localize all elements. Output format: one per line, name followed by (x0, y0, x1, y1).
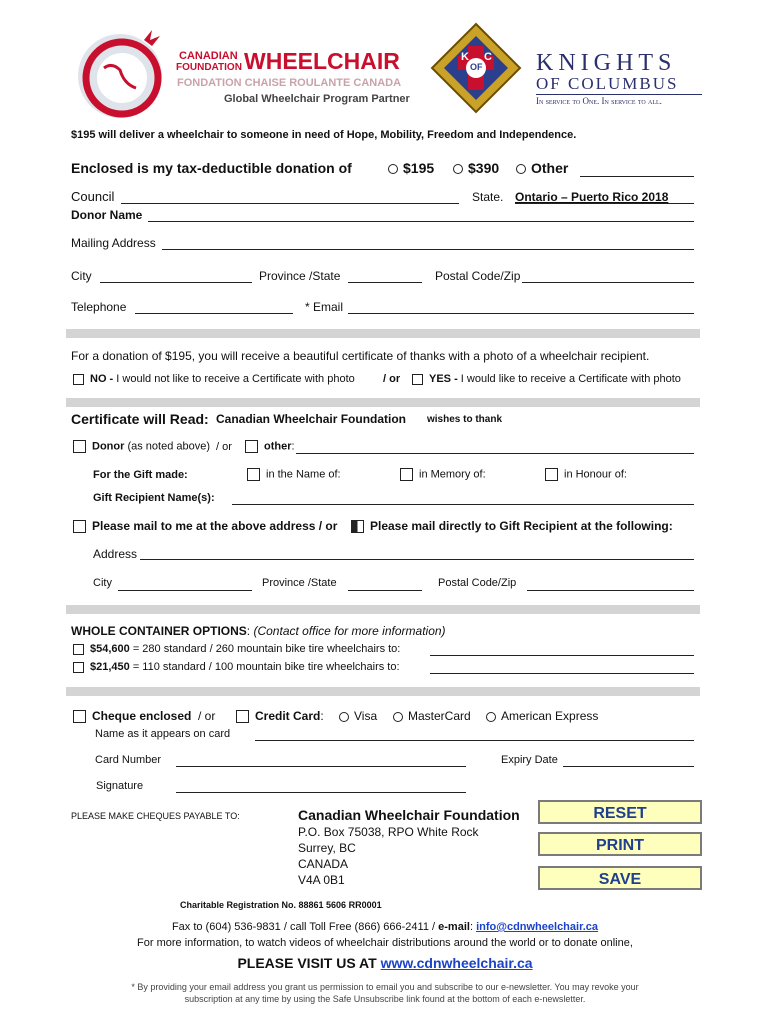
visa-label: Visa (354, 709, 378, 723)
province-field[interactable] (348, 282, 422, 283)
section-divider (66, 605, 700, 614)
credit-card-colon: : (320, 709, 324, 723)
checkbox-icon (73, 520, 86, 533)
gift-made-label: For the Gift made: (93, 469, 188, 481)
signature-field[interactable] (176, 792, 466, 793)
council-label: Council (71, 189, 115, 204)
container-opt1-text: = 280 standard / 260 mountain bike tire wheelchairs to: (132, 643, 401, 655)
kofc-badge-of: OF (470, 62, 483, 72)
name-on-card-field[interactable] (255, 740, 694, 741)
recipient-city-label: City (93, 577, 112, 589)
radio-icon (453, 164, 463, 174)
payee-address-2: Surrey, BC (298, 841, 356, 855)
certificate-read-org: Canadian Wheelchair Foundation (216, 412, 407, 426)
recipient-postal-label: Postal Code/Zip (438, 577, 517, 589)
recipient-address-label: Address (93, 547, 138, 561)
yes-text: I would like to receive a Certificate with photo (460, 373, 681, 385)
mail-recipient-option[interactable] (351, 519, 673, 533)
gift-recipient-label: Gift Recipient Name(s): (93, 492, 215, 504)
container-opt2-field[interactable] (430, 673, 694, 674)
state-value[interactable]: Ontario – Puerto Rico 2018 (515, 190, 669, 204)
certificate-intro: For a donation of $195, you will receive a beautiful certificate of thanks with a photo of a wheelchair recipient. (71, 349, 650, 363)
cwf-name-small-2: FOUNDATION (176, 62, 242, 73)
donor-bold: Donor (92, 440, 125, 453)
in-memory-label: in Memory of: (419, 468, 486, 481)
checkbox-icon (73, 440, 86, 453)
email-field[interactable] (348, 313, 694, 314)
section-divider (66, 687, 700, 696)
yes-bold: YES - (429, 373, 458, 385)
payee-address-1: P.O. Box 75038, RPO White Rock (298, 825, 479, 839)
radio-icon (339, 712, 349, 722)
mail-recipient-label: Please mail directly to Gift Recipient at the following: (370, 519, 673, 533)
payment-or: / or (198, 709, 216, 723)
kofc-logo (430, 22, 702, 114)
gift-recipient-field[interactable] (232, 504, 694, 505)
visit-text: PLEASE VISIT US AT (237, 955, 377, 971)
contact-text: Fax to (604) 536-9831 / call Toll Free (866) 666-2411 / (171, 921, 436, 933)
partner-text: Global Wheelchair Program Partner (224, 93, 410, 105)
other-field[interactable] (296, 453, 694, 454)
container-option-1[interactable] (73, 643, 400, 655)
radio-icon (393, 712, 403, 722)
disclaimer-line-2: subscription at any time by using the Safe Unsubscribe link found at the bottom of each e-newsletter. (184, 994, 586, 1004)
name-on-card-label: Name as it appears on card (95, 728, 231, 740)
in-name-label: in the Name of: (266, 468, 341, 481)
donor-or: / or (216, 441, 232, 453)
city-label: City (71, 269, 92, 283)
checkbox-icon (545, 468, 558, 481)
visit-line (0, 955, 770, 971)
disclaimer-line-1: * By providing your email address you grant us permission to email you and subscribe to our e-newsletter. You may revoke your (131, 982, 639, 992)
email-link[interactable]: info@cdnwheelchair.ca (476, 921, 599, 933)
kofc-title-2: OF COLUMBUS (536, 74, 679, 93)
donation-label: Enclosed is my tax-deductible donation of (71, 160, 352, 176)
checkbox-checked-icon (351, 520, 364, 533)
charity-registration: Charitable Registration No. 88861 5606 RR0001 (180, 900, 382, 910)
checkbox-icon (73, 662, 84, 673)
donation-195-label: $195 (403, 160, 435, 176)
donation-option-other[interactable] (516, 160, 568, 176)
recipient-city-field[interactable] (118, 590, 252, 591)
province-label: Province /State (259, 269, 341, 283)
postal-label: Postal Code/Zip (435, 269, 521, 283)
recipient-address-field[interactable] (140, 559, 694, 560)
checkbox-icon (236, 710, 249, 723)
state-label: State. (472, 190, 504, 204)
other-checkbox[interactable] (245, 440, 295, 453)
in-honour-option[interactable] (545, 468, 627, 481)
recipient-postal-field[interactable] (527, 590, 694, 591)
mailing-address-label: Mailing Address (71, 236, 156, 250)
cwf-french-name: FONDATION CHAISE ROULANTE CANADA (177, 77, 402, 89)
mail-to-me-option[interactable] (73, 519, 337, 533)
container-opt1-field[interactable] (430, 655, 694, 656)
cwf-logo-mark (74, 24, 170, 124)
state-field[interactable] (515, 203, 694, 204)
container-opt1-amount: $54,600 (90, 643, 130, 655)
card-number-field[interactable] (176, 766, 466, 767)
payable-label: PLEASE MAKE CHEQUES PAYABLE TO: (71, 811, 240, 821)
container-note: (Contact office for more information) (253, 624, 446, 638)
cheque-label: Cheque enclosed (92, 709, 192, 723)
in-name-option[interactable] (247, 468, 341, 481)
telephone-field[interactable] (135, 313, 293, 314)
section-divider (66, 398, 700, 407)
container-opt2-amount: $21,450 (90, 661, 130, 673)
donor-name-field[interactable] (148, 221, 694, 222)
reset-button[interactable]: RESET (538, 800, 702, 824)
email-colon-footer: : (469, 921, 473, 933)
kofc-tagline: In service to One. In service to all. (536, 96, 662, 106)
donor-note: (as noted above) (127, 440, 211, 453)
container-title (71, 624, 446, 638)
section-divider (66, 329, 700, 338)
no-text: I would not like to receive a Certificate with photo (116, 373, 355, 385)
donation-390-label: $390 (468, 160, 500, 176)
donation-option-390[interactable] (453, 160, 499, 176)
email-label-footer: e-mail (438, 921, 470, 933)
certificate-no-option[interactable] (73, 373, 355, 385)
checkbox-icon (400, 468, 413, 481)
postal-field[interactable] (522, 282, 694, 283)
in-memory-option[interactable] (400, 468, 486, 481)
kofc-rule (536, 94, 702, 95)
cwf-logo (74, 24, 410, 124)
more-info-line: For more information, to watch videos of wheelchair distributions around the world or to donate online, (137, 937, 633, 949)
cwf-name-big: WHEELCHAIR (244, 48, 400, 74)
checkbox-icon (245, 440, 258, 453)
telephone-label: Telephone (71, 300, 127, 314)
save-button[interactable]: SAVE (538, 866, 702, 890)
other-colon: : (291, 440, 295, 453)
container-title-colon: : (246, 624, 251, 638)
checkbox-icon (73, 374, 84, 385)
donor-name-label: Donor Name (71, 208, 143, 222)
radio-icon (486, 712, 496, 722)
expiry-field[interactable] (563, 766, 694, 767)
kofc-title-1: KNIGHTS (536, 50, 677, 76)
donation-option-195[interactable] (388, 160, 434, 176)
checkbox-icon (412, 374, 423, 385)
mail-to-me-label: Please mail to me at the above address / or (92, 519, 338, 533)
council-field[interactable] (121, 203, 459, 204)
container-title-text: WHOLE CONTAINER OPTIONS (71, 624, 247, 638)
donation-other-label: Other (531, 160, 569, 176)
in-honour-label: in Honour of: (564, 468, 627, 481)
donor-checkbox[interactable] (73, 440, 210, 453)
payee-address-3: CANADA (298, 857, 349, 871)
certificate-or: / or (383, 373, 401, 385)
kofc-badge-c: C (484, 51, 492, 63)
credit-card-label: Credit Card (255, 709, 321, 723)
mastercard-option[interactable] (393, 709, 471, 723)
kofc-badge-k: K (461, 51, 469, 63)
cwf-name-small-1: CANADIAN (179, 50, 238, 62)
recipient-province-label: Province /State (262, 577, 337, 589)
payee-org: Canadian Wheelchair Foundation (298, 807, 520, 823)
signature-label: Signature (96, 780, 144, 792)
radio-icon (516, 164, 526, 174)
certificate-read-label: Certificate will Read: (71, 411, 209, 427)
cheque-option[interactable] (73, 709, 191, 723)
checkbox-icon (247, 468, 260, 481)
certificate-yes-option[interactable] (412, 373, 681, 385)
certificate-read-tail: wishes to thank (427, 414, 503, 425)
mastercard-label: MasterCard (408, 709, 471, 723)
checkbox-icon (73, 710, 86, 723)
credit-card-option[interactable] (236, 709, 324, 723)
other-label: other (264, 440, 292, 453)
container-opt2-text: = 110 standard / 100 mountain bike tire wheelchairs to: (132, 661, 400, 673)
donation-other-field[interactable] (580, 176, 694, 177)
email-label: * Email (305, 300, 344, 314)
visa-option[interactable] (339, 709, 377, 723)
card-number-label: Card Number (95, 754, 162, 766)
intro-text: $195 will deliver a wheelchair to someone in need of Hope, Mobility, Freedom and Independence. (71, 129, 577, 141)
checkbox-icon (73, 644, 84, 655)
amex-option[interactable] (486, 709, 598, 723)
mailing-address-field[interactable] (162, 249, 694, 250)
no-bold: NO - (90, 373, 114, 385)
city-field[interactable] (100, 282, 252, 283)
website-link[interactable]: www.cdnwheelchair.ca (380, 955, 533, 971)
expiry-label: Expiry Date (501, 754, 558, 766)
recipient-province-field[interactable] (348, 590, 422, 591)
print-button[interactable]: PRINT (538, 832, 702, 856)
container-option-2[interactable] (73, 661, 400, 673)
contact-line (0, 921, 770, 933)
radio-icon (388, 164, 398, 174)
amex-label: American Express (501, 709, 599, 723)
payee-address-4: V4A 0B1 (298, 873, 345, 887)
